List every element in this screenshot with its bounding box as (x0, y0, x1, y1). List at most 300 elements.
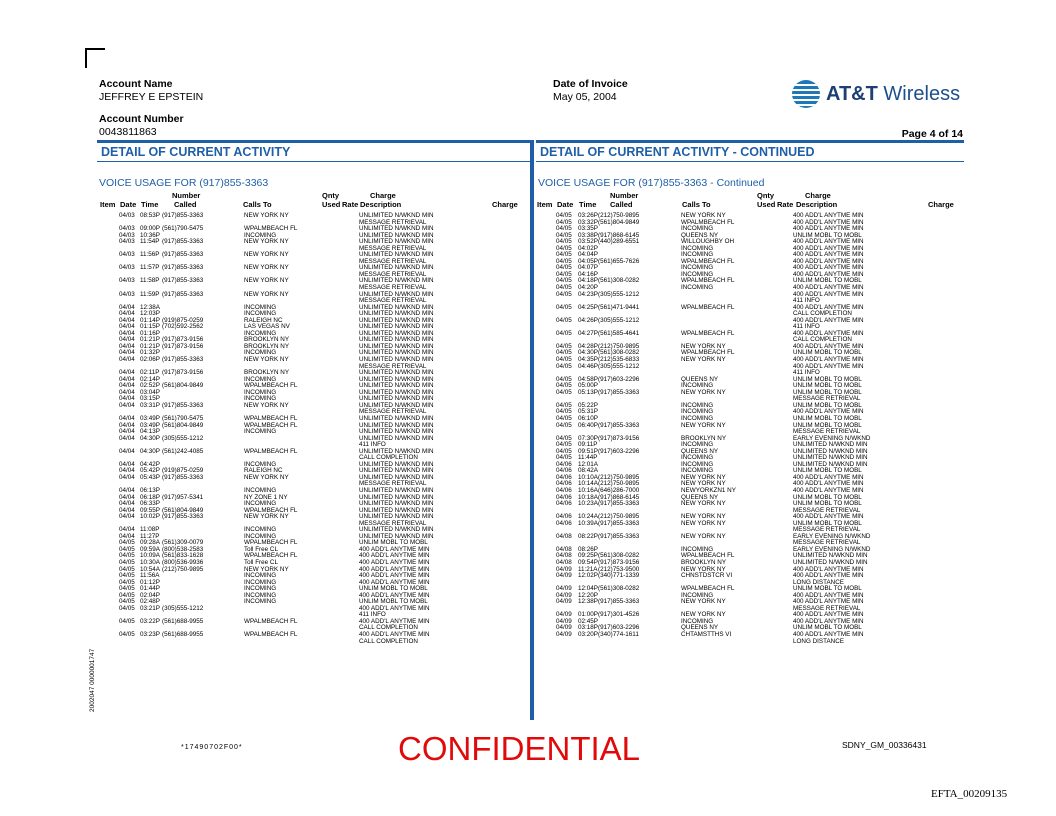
cell-date: 04/05 (556, 434, 572, 442)
cell-calls-to: INCOMING (681, 270, 714, 278)
cell-calls-to: INCOMING (244, 578, 277, 586)
cell-description: UNLIMITED N/WKND MIN (359, 486, 434, 494)
cell-calls-to: QUEENS NY (681, 231, 719, 239)
cell-description: 400 ADD'L ANYTME MIN (793, 264, 864, 272)
cell-time: 03:32P (578, 218, 598, 226)
cell-date: 04/05 (556, 231, 572, 239)
cell-time: 04:35P (578, 356, 598, 364)
cell-description: MESSAGE RETRIEVAL (359, 244, 427, 252)
cell-description: UNLIMITED N/WKND MIN (359, 500, 434, 508)
cell-time: 08:42A (578, 467, 598, 475)
cell-called: (561)308-0282 (598, 277, 640, 285)
cell-date: 04/08 (556, 552, 572, 560)
cell-description: MESSAGE RETRIEVAL (793, 526, 861, 534)
cell-time: 09:59A (140, 545, 160, 553)
cell-description: MESSAGE RETRIEVAL (359, 297, 427, 305)
cell-date: 04/04 (119, 513, 135, 521)
cell-date: 04/04 (119, 428, 135, 436)
cell-date: 04/05 (556, 441, 572, 449)
cell-description: CALL COMPLETION (359, 637, 418, 645)
cell-description: 400 ADD'L ANYTME MIN (793, 408, 864, 416)
cell-time: 04:30P (140, 434, 160, 442)
cell-date: 04/04 (119, 460, 135, 468)
col-date: Date (120, 200, 137, 209)
cell-calls-to: NEW YORK NY (681, 388, 726, 396)
cell-description: UNLIMITED N/WKND MIN (359, 414, 434, 422)
cell-description: 411 INFO (793, 297, 820, 305)
cell-description: LONG DISTANCE (793, 637, 844, 645)
cell-calls-to: WPALMBEACH FL (244, 617, 298, 625)
cell-time: 04:46P (578, 362, 598, 370)
cell-called: (212)750-9895 (162, 565, 204, 573)
cell-date: 04/05 (556, 225, 572, 233)
cell-called: (917)855-3363 (162, 251, 204, 259)
cell-description: UNLIM MOBL TO MOBL (793, 493, 862, 501)
cell-description: 400 ADD'L ANYTME MIN (793, 480, 864, 488)
cell-description: UNLIMITED N/WKND MIN (359, 428, 434, 436)
cell-description: UNLIMITED N/WKND MIN (359, 238, 434, 246)
cell-description: 411 INFO (793, 323, 820, 331)
cell-description: UNLIM MOBL TO MOBL (793, 414, 862, 422)
cell-calls-to: INCOMING (681, 264, 714, 272)
cell-calls-to: WPALMBEACH FL (244, 225, 298, 233)
cell-time: 04:16P (578, 270, 598, 278)
col-time: Time (579, 200, 597, 209)
cell-date: 04/04 (119, 486, 135, 494)
cell-date: 04/09 (556, 585, 572, 593)
cell-description: 400 ADD'L ANYTME MIN (359, 552, 430, 560)
cell-time: 04:18P (578, 277, 598, 285)
cell-description: 400 ADD'L ANYTME MIN (359, 617, 430, 625)
cell-time: 05:22P (578, 401, 598, 409)
cell-description: 400 ADD'L ANYTME MIN (793, 342, 864, 350)
cell-date: 04/05 (556, 277, 572, 285)
cell-date: 04/03 (119, 277, 135, 285)
cell-calls-to: INCOMING (681, 251, 714, 259)
cell-description: MESSAGE RETRIEVAL (793, 395, 861, 403)
cell-description: UNLIM MOBL TO MOBL (793, 421, 862, 429)
cell-description: UNLIMITED N/WKND MIN (359, 506, 434, 514)
cell-called: (305)555-1212 (162, 434, 204, 442)
cell-description: CALL COMPLETION (793, 310, 852, 318)
cell-called: (561)308-0282 (598, 349, 640, 357)
cell-description: MESSAGE RETRIEVAL (793, 539, 861, 547)
page-number: Page 4 of 14 (901, 128, 963, 140)
cell-time: 01:15P (140, 323, 160, 331)
cell-description: UNLIMITED N/WKND MIN (359, 493, 434, 501)
cell-date: 04/05 (556, 382, 572, 390)
cell-date: 04/06 (556, 480, 572, 488)
cell-description: 400 ADD'L ANYTME MIN (793, 303, 864, 311)
cell-date: 04/05 (556, 284, 572, 292)
cell-description: UNLIMITED N/WKND MIN (359, 303, 434, 311)
cell-called: (917)855-3363 (162, 401, 204, 409)
cell-called: (917)855-3363 (598, 532, 640, 540)
invoice-date-label: Date of Invoice (553, 78, 628, 90)
cell-date: 04/04 (119, 375, 135, 383)
cell-calls-to: INCOMING (244, 349, 277, 357)
cell-calls-to: WPALMBEACH FL (681, 329, 735, 337)
cell-called: (561)688-9955 (162, 631, 204, 638)
cell-description: 400 ADD'L ANYTME MIN (793, 238, 864, 246)
cell-date: 04/04 (119, 388, 135, 396)
cell-date: 04/05 (556, 375, 572, 383)
cell-called: (917)855-3363 (162, 290, 204, 298)
cell-called: (212)750-9895 (598, 513, 640, 521)
cell-description: MESSAGE RETRIEVAL (359, 284, 427, 292)
cell-description: UNLIMITED N/WKND MIN (793, 460, 868, 468)
cell-time: 02:04P (140, 591, 160, 599)
cell-time: 04:05P (578, 257, 598, 265)
cell-time: 01:21P (140, 336, 160, 344)
cell-calls-to: NEW YORK NY (681, 519, 726, 527)
cell-calls-to: NEW YORK NY (681, 598, 726, 606)
cell-called: (561)804-9849 (598, 218, 640, 226)
cell-called: (917)873-9156 (162, 342, 204, 350)
invoice-date: May 05, 2004 (553, 91, 617, 103)
cell-calls-to: INCOMING (244, 460, 277, 468)
cell-description: 400 ADD'L ANYTME MIN (793, 257, 864, 265)
cell-time: 10:14A (578, 480, 598, 488)
cell-calls-to: WPALMBEACH FL (244, 382, 298, 390)
cell-time: 04:20P (578, 284, 598, 292)
cell-date: 04/05 (119, 585, 135, 593)
cell-calls-to: INCOMING (244, 598, 277, 606)
col-charge: Charge (928, 200, 954, 209)
cell-time: 09:28A (140, 539, 160, 547)
cell-date: 04/04 (119, 493, 135, 501)
cell-called: (917)855-3363 (598, 421, 640, 429)
cell-date: 04/04 (119, 342, 135, 350)
cell-called: (561)833-1628 (162, 552, 204, 560)
cell-description: 411 INFO (359, 441, 386, 449)
cell-called: (212)750-9895 (598, 480, 640, 488)
cell-description: 400 ADD'L ANYTME MIN (793, 598, 864, 606)
cell-time: 11:56P (140, 251, 160, 259)
cell-description: CALL COMPLETION (359, 454, 418, 462)
cell-description: EARLY EVENING N/WKND (793, 545, 871, 553)
cell-description: MESSAGE RETRIEVAL (359, 480, 427, 488)
left-subtitle: VOICE USAGE FOR (917)855-3363 (99, 177, 269, 189)
cell-calls-to: BROOKLYN NY (244, 342, 290, 350)
cell-date: 04/04 (119, 467, 135, 475)
cell-date: 04/03 (119, 290, 135, 298)
col-qnty-top: Qnty (757, 191, 775, 200)
cell-calls-to: WPALMBEACH FL (681, 303, 735, 311)
cell-time: 11:54P (140, 238, 160, 246)
cell-description: 400 ADD'L ANYTME MIN (359, 545, 430, 553)
cell-calls-to: WPALMBEACH FL (681, 585, 735, 593)
cell-time: 02:48P (140, 598, 160, 606)
cell-time: 03:20P (578, 631, 598, 638)
cell-date: 04/04 (119, 323, 135, 331)
cell-date: 04/05 (556, 421, 572, 429)
cell-date: 04/05 (556, 401, 572, 409)
cell-calls-to: BROOKLYN NY (244, 369, 290, 377)
cell-description: UNLIMITED N/WKND MIN (359, 323, 434, 331)
cell-time: 05:13P (578, 388, 598, 396)
cell-description: MESSAGE RETRIEVAL (359, 408, 427, 416)
cell-called: (917)855-3363 (162, 513, 204, 521)
cell-description: 400 ADD'L ANYTME MIN (793, 244, 864, 252)
cell-date: 04/09 (556, 591, 572, 599)
cell-description: 400 ADD'L ANYTME MIN (793, 565, 864, 573)
cell-description: UNLIM MOBL TO MOBL (359, 585, 428, 593)
cell-description: UNLIMITED N/WKND MIN (359, 473, 434, 481)
cell-calls-to: NEW YORK NY (244, 290, 289, 298)
cell-description: UNLIMITED N/WKND MIN (359, 264, 434, 272)
cell-time: 11:58P (140, 277, 160, 285)
cell-date: 04/05 (556, 408, 572, 416)
cell-date: 04/09 (556, 617, 572, 625)
cell-time: 10:39A (578, 519, 598, 527)
col-called: Called (174, 200, 197, 209)
cell-calls-to: NEWYORKZN1 NY (681, 486, 736, 494)
cell-date: 04/05 (556, 414, 572, 422)
cell-date: 04/06 (556, 493, 572, 501)
cell-calls-to: WPALMBEACH FL (681, 552, 735, 560)
cell-time: 06:18P (140, 493, 160, 501)
cell-called: (646)286-7000 (598, 486, 640, 494)
cell-time: 10:23A (578, 500, 598, 508)
cell-called: (561)585-4641 (598, 329, 640, 337)
cell-description: UNLIMITED N/WKND MIN (793, 558, 868, 566)
cell-time: 03:49P (140, 414, 160, 422)
cell-calls-to: NEW YORK NY (681, 532, 726, 540)
cell-time: 01:12P (140, 578, 160, 586)
cell-date: 04/04 (119, 434, 135, 442)
cell-time: 02:11P (140, 369, 160, 377)
cell-date: 04/05 (556, 257, 572, 265)
cell-calls-to: QUEENS NY (681, 624, 719, 632)
cell-description: 400 ADD'L ANYTME MIN (793, 290, 864, 298)
cell-time: 12:01A (578, 460, 598, 468)
cell-description: UNLIMITED N/WKND MIN (359, 401, 434, 409)
cell-calls-to: NEW YORK NY (681, 480, 726, 488)
cell-time: 10:02P (140, 513, 160, 521)
cell-calls-to: NEW YORK NY (244, 565, 289, 573)
account-number: 0043811863 (99, 126, 157, 138)
cell-date: 04/04 (119, 506, 135, 514)
att-wireless-logo (792, 80, 960, 108)
cell-time: 03:22P (140, 617, 160, 625)
cell-called: (919)875-0259 (162, 467, 204, 475)
col-description: Description (796, 200, 838, 209)
cell-time: 03:31P (140, 401, 160, 409)
cell-called: (917)868-6145 (598, 493, 640, 501)
cell-time: 09:00P (140, 225, 160, 233)
cell-date: 04/04 (119, 316, 135, 324)
cell-date: 04/05 (556, 303, 572, 311)
cell-description: UNLIMITED N/WKND MIN (793, 454, 868, 462)
cell-calls-to: INCOMING (681, 408, 714, 416)
cell-date: 04/05 (119, 604, 135, 612)
cell-date: 04/04 (119, 421, 135, 429)
cell-time: 03:49P (140, 421, 160, 429)
cell-date: 04/04 (119, 382, 135, 390)
cell-calls-to: INCOMING (244, 572, 277, 580)
cell-description: MESSAGE RETRIEVAL (793, 604, 861, 612)
cell-date: 04/05 (119, 539, 135, 547)
cell-description: 400 ADD'L ANYTME MIN (359, 578, 430, 586)
cell-description: 411 INFO (359, 611, 386, 619)
globe-icon (792, 80, 820, 108)
cell-time: 01:44P (140, 585, 160, 593)
cell-description: UNLIM MOBL TO MOBL (359, 539, 428, 547)
cell-called: (340)774-1611 (598, 631, 639, 638)
cell-description: UNLIMITED N/WKND MIN (359, 447, 434, 455)
cell-calls-to: INCOMING (681, 225, 714, 233)
cell-time: 11:08P (140, 526, 160, 534)
cell-time: 02:14P (140, 375, 160, 383)
cell-time: 12:04P (578, 585, 598, 593)
cell-description: 400 ADD'L ANYTME MIN (793, 513, 864, 521)
cell-time: 04:30P (578, 349, 598, 357)
col-qnty-top: Qnty (322, 191, 340, 200)
cell-date: 04/09 (556, 624, 572, 632)
cell-time: 11:59P (140, 290, 160, 298)
cell-description: 400 ADD'L ANYTME MIN (793, 270, 864, 278)
cell-description: UNLIM MOBL TO MOBL (793, 388, 862, 396)
cell-calls-to: INCOMING (681, 591, 714, 599)
cell-description: UNLIMITED N/WKND MIN (359, 316, 434, 324)
cell-description: UNLIMITED N/WKND MIN (359, 513, 434, 521)
bates-number: SDNY_GM_00336431 (842, 740, 927, 750)
cell-description: MESSAGE RETRIEVAL (359, 270, 427, 278)
cell-called: (561)790-5475 (162, 225, 204, 233)
cell-description: EARLY EVENING N/WKND (793, 532, 871, 540)
cell-calls-to: WPALMBEACH FL (681, 257, 735, 265)
cell-time: 01:21P (140, 342, 160, 350)
cell-date: 04/05 (556, 238, 572, 246)
cell-date: 04/06 (556, 467, 572, 475)
cell-description: UNLIM MOBL TO MOBL (793, 349, 862, 357)
cell-date: 04/05 (556, 264, 572, 272)
cell-calls-to: NEW YORK NY (244, 473, 289, 481)
cell-date: 04/04 (119, 336, 135, 344)
account-number-label: Account Number (99, 113, 184, 125)
column-divider (530, 140, 534, 720)
cell-called: (702)592-2562 (162, 323, 204, 331)
cell-time: 10:10A (578, 473, 598, 481)
cell-time: 07:30P (578, 434, 598, 442)
cell-description: UNLIM MOBL TO MOBL (793, 277, 862, 285)
cell-time: 03:18P (578, 624, 598, 632)
cell-time: 10:54A (140, 565, 160, 573)
cell-calls-to: RALEIGH NC (244, 467, 283, 475)
cell-date: 04/09 (556, 572, 572, 580)
cell-called: (305)555-1212 (598, 316, 640, 324)
cell-time: 02:06P (140, 356, 160, 364)
cell-date: 04/04 (119, 532, 135, 540)
cell-calls-to: INCOMING (244, 585, 277, 593)
cell-calls-to: INCOMING (244, 395, 277, 403)
cell-description: 400 ADD'L ANYTME MIN (793, 486, 864, 494)
cell-time: 06:33P (140, 500, 160, 508)
cell-date: 04/06 (556, 473, 572, 481)
cell-time: 04:26P (578, 316, 598, 324)
cell-date: 04/05 (556, 218, 572, 226)
cell-description: UNLIMITED N/WKND MIN (359, 421, 434, 429)
cell-date: 04/05 (556, 356, 572, 364)
cell-called: (917)855-3363 (598, 388, 640, 396)
cell-calls-to: INCOMING (681, 382, 714, 390)
cell-time: 03:38P (578, 231, 598, 239)
cell-date: 04/05 (119, 631, 135, 638)
cell-date: 04/05 (119, 572, 135, 580)
col-charge-top: Charge (370, 191, 396, 200)
cell-date: 04/05 (556, 349, 572, 357)
cell-time: 04:42P (140, 460, 160, 468)
cell-description: UNLIMITED N/WKND MIN (359, 310, 434, 318)
cell-description: MESSAGE RETRIEVAL (359, 257, 427, 265)
cell-calls-to: NEW YORK NY (681, 473, 726, 481)
cell-description: 400 ADD'L ANYTME MIN (793, 316, 864, 324)
cell-description: MESSAGE RETRIEVAL (359, 519, 427, 527)
cell-called: (561)804-9849 (162, 506, 204, 514)
cell-time: 12:03P (140, 310, 160, 318)
cell-description: 400 ADD'L ANYTME MIN (793, 362, 864, 370)
cell-time: 04:30P (140, 447, 160, 455)
cell-calls-to: WILLOUGHBY OH (681, 238, 735, 246)
col-number-top: Number (172, 191, 201, 200)
cell-called: (917)855-3363 (162, 238, 204, 246)
cell-calls-to: QUEENS NY (681, 493, 719, 501)
right-section-title: DETAIL OF CURRENT ACTIVITY - CONTINUED (536, 140, 964, 162)
cell-date: 04/09 (556, 565, 572, 573)
cell-time: 04:13P (140, 428, 160, 436)
cell-calls-to: INCOMING (681, 284, 714, 292)
cell-description: 411 INFO (793, 369, 820, 377)
barcode-text: *17490702F00* (181, 744, 243, 751)
cell-description: 400 ADD'L ANYTME MIN (359, 565, 430, 573)
cell-time: 04:28P (578, 342, 598, 350)
cell-time: 04:58P (578, 375, 598, 383)
cell-calls-to: INCOMING (244, 303, 277, 311)
cell-calls-to: Toll Free CL (244, 545, 278, 553)
cell-called: (917)855-3363 (162, 212, 204, 219)
brand-name: AT&T Wireless (826, 82, 961, 105)
efta-number: EFTA_00209135 (931, 788, 1008, 800)
cell-calls-to: NEW YORK NY (681, 421, 726, 429)
cell-calls-to: INCOMING (681, 401, 714, 409)
cell-date: 04/05 (119, 545, 135, 553)
cell-time: 09:54P (578, 558, 598, 566)
cell-calls-to: INCOMING (681, 460, 714, 468)
cell-time: 02:45P (578, 617, 598, 625)
cell-time: 06:40P (578, 421, 598, 429)
cell-time: 04:02P (578, 244, 598, 252)
cell-time: 05:31P (578, 408, 598, 416)
cell-description: UNLIMITED N/WKND MIN (359, 388, 434, 396)
cell-description: UNLIMITED N/WKND MIN (359, 526, 434, 534)
cell-date: 04/03 (119, 212, 135, 219)
cell-date: 04/04 (119, 447, 135, 455)
cell-called: (561)655-7626 (598, 257, 640, 265)
cell-date: 04/05 (119, 552, 135, 560)
cell-date: 04/03 (119, 231, 135, 239)
cell-called: (440)289-6551 (598, 238, 640, 246)
cell-calls-to: RALEIGH NC (244, 316, 283, 324)
cell-calls-to: INCOMING (681, 414, 714, 422)
cell-time: 10:18A (578, 493, 598, 501)
cell-description: 400 ADD'L ANYTME MIN (359, 591, 430, 599)
cell-date: 04/05 (556, 454, 572, 462)
cell-called: (917)855-3363 (162, 356, 204, 364)
cell-description: UNLIMITED N/WKND MIN (359, 395, 434, 403)
cell-called: (917)957-5341 (162, 493, 204, 501)
cell-description: UNLIMITED N/WKND MIN (793, 447, 868, 455)
